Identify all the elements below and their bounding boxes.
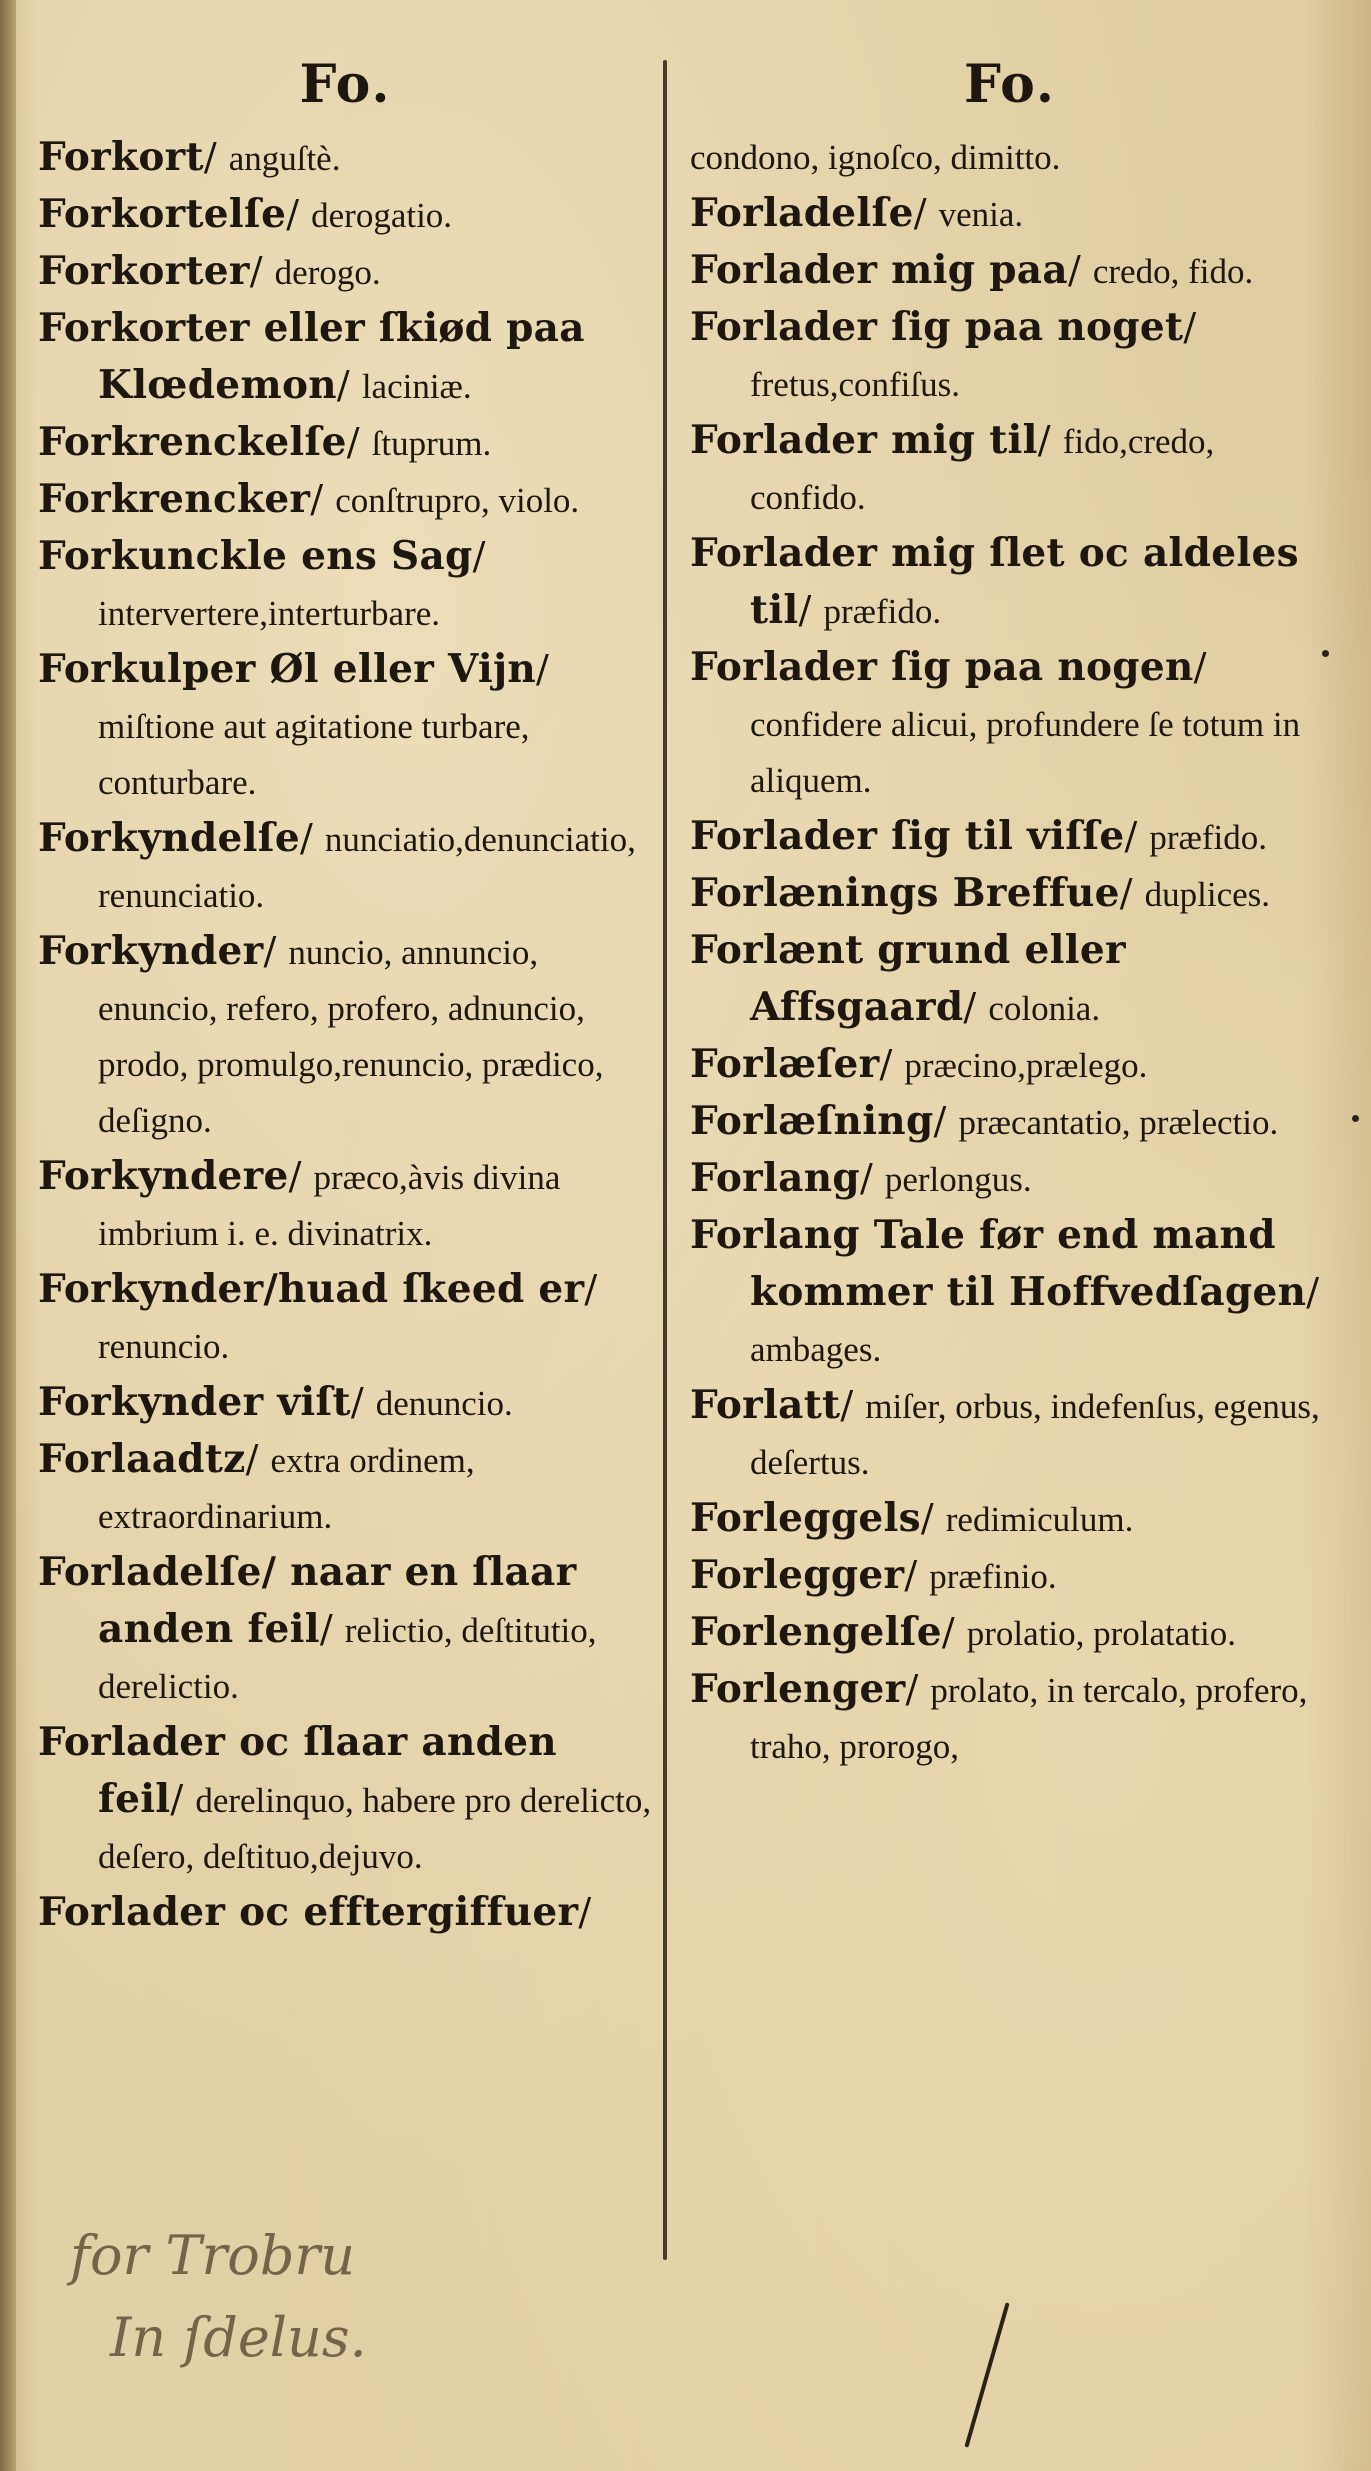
right-running-head: Fo. [964, 54, 1056, 115]
entry-separator: / [879, 1042, 905, 1086]
entry-headword: Forlegger [690, 1552, 905, 1598]
dictionary-entry [38, 415, 653, 472]
entry-gloss: confidere alicui, profundere ſe totum in aliquem. [750, 705, 1301, 800]
entry-separator: / [299, 816, 325, 860]
entry-headword: Forlader ſig paa noget [690, 304, 1184, 350]
dictionary-entry [690, 1208, 1330, 1378]
entry-separator: / [904, 1553, 930, 1597]
dictionary-entry [38, 1432, 653, 1545]
dictionary-entry [38, 1885, 653, 1942]
entry-separator: / [263, 929, 289, 973]
entry-gloss: prolatio, prolatatio. [966, 1614, 1237, 1653]
dictionary-entry [38, 642, 653, 811]
dictionary-entry [38, 187, 653, 244]
entry-separator: / [1306, 1270, 1320, 1314]
entry-separator: / [963, 985, 989, 1029]
entry-headword: Forlænt grund eller Affsgaard [690, 927, 1126, 1030]
entry-headword: Forlader mig paa [690, 247, 1068, 293]
dictionary-entry [38, 472, 653, 529]
entry-headword: Forkunckle ens Sag [38, 533, 473, 579]
entry-gloss: præfido. [823, 592, 942, 631]
dictionary-entry [38, 529, 653, 642]
entry-headword: Forlatt [690, 1382, 841, 1428]
entry-separator: / [336, 363, 362, 407]
entry-gloss: redimiculum. [945, 1500, 1134, 1539]
entry-separator: / [1067, 248, 1093, 292]
dictionary-entry [690, 809, 1330, 866]
entry-separator: / [319, 1607, 345, 1651]
dictionary-entry [690, 526, 1330, 640]
entry-headword: Forlengelſe [690, 1609, 942, 1655]
entry-headword: Forleggels [690, 1495, 921, 1541]
entry-headword: Forlæſer [690, 1041, 880, 1087]
entry-separator: / [933, 1099, 959, 1143]
left-running-head: Fo. [299, 54, 392, 115]
entry-separator: / [310, 477, 336, 521]
entry-separator: / [840, 1383, 866, 1427]
entry-gloss: fretus,confiſus. [750, 365, 960, 404]
dictionary-entry [690, 1662, 1330, 1775]
entry-headword: Forlang [690, 1155, 860, 1201]
handwritten-annotation [70, 2215, 550, 2379]
dictionary-entry [38, 1262, 653, 1375]
entry-separator: / [859, 1156, 885, 1200]
entry-headword: Forlang Tale før end mand kommer til Hoffvedſagen [690, 1212, 1307, 1315]
entry-gloss: extra ordinem, extraordinarium. [98, 1441, 475, 1536]
entry-separator: / [472, 534, 486, 578]
right-column [690, 40, 1330, 2381]
entry-separator: / [245, 1437, 271, 1481]
entry-separator: / [905, 1667, 931, 1711]
entry-gloss: relictio, deſtitutio, derelictio. [98, 1611, 597, 1706]
left-entry-list [38, 130, 653, 1942]
entry-separator: / [1183, 305, 1197, 349]
spine-shadow [0, 0, 16, 2471]
dictionary-entry [38, 301, 653, 415]
dictionary-entry [38, 1545, 653, 1715]
entry-headword: Forlenger [690, 1666, 906, 1712]
entry-headword: Forkyndelſe [38, 815, 300, 861]
dictionary-entry [38, 244, 653, 301]
entry-gloss: derelinquo, habere pro derelicto, deſero, deſtituo,dejuvo. [98, 1781, 652, 1876]
entry-separator: / [346, 420, 372, 464]
entry-headword: Forkortelſe [38, 191, 287, 237]
handwritten-line: In ſdelus. [110, 2306, 367, 2369]
entry-separator: / [203, 135, 229, 179]
dictionary-entry [690, 243, 1330, 300]
entry-gloss: prolato, in tercalo, profero, traho, prorogo, [750, 1671, 1308, 1766]
entry-gloss: renuncio. [98, 1327, 230, 1366]
entry-separator: / [584, 1267, 598, 1311]
entry-headword: Forkort [38, 134, 204, 180]
entry-gloss: derogatio. [311, 196, 453, 235]
entry-separator: / [1124, 814, 1150, 858]
entry-separator: / [536, 647, 549, 691]
entry-separator: / [578, 1890, 592, 1934]
entry-headword: Forkorter eller ſkiød paa Klœdemon [38, 305, 585, 408]
entry-gloss: ambages. [750, 1330, 882, 1369]
entry-gloss: miſer, orbus, indefenſus, egenus, deſertus. [750, 1387, 1320, 1482]
entry-gloss: duplices. [1144, 875, 1271, 914]
dictionary-entry [690, 923, 1330, 1037]
entry-headword: Forlader ſig til viſſe [690, 813, 1125, 859]
entry-gloss: nuncio, annuncio, enuncio, refero, profero, adnuncio, prodo, promulgo,renuncio, prædico, deſigno. [98, 933, 604, 1140]
dictionary-entry [690, 1094, 1330, 1151]
entry-gloss: præcantatio, prælectio. [958, 1103, 1279, 1142]
entry-gloss: venia. [938, 195, 1024, 234]
dictionary-entry [38, 1149, 653, 1262]
entry-headword: Forkrenckelſe [38, 419, 347, 465]
entry-headword: Forlader mig ſlet oc aldeles til [690, 530, 1299, 633]
entry-gloss: colonia. [988, 989, 1101, 1028]
dictionary-entry [38, 1375, 653, 1432]
entry-headword: Forkulper Øl eller Vijn [38, 646, 537, 692]
dictionary-entry [690, 866, 1330, 923]
entry-separator: / [350, 1380, 376, 1424]
entry-headword: Forlader ſig paa nogen [690, 644, 1194, 690]
entry-gloss: ſtuprum. [371, 424, 492, 463]
dictionary-entry [690, 1037, 1330, 1094]
entry-gloss: credo, fido. [1092, 252, 1254, 291]
left-column [38, 40, 653, 2381]
ink-speck [1352, 1115, 1359, 1122]
dictionary-entry [690, 1548, 1330, 1605]
entry-separator: / [920, 1496, 946, 1540]
entry-headword: Forkynder/huad ſkeed er [38, 1266, 585, 1312]
entry-gloss: anguſtè. [228, 139, 341, 178]
entry-gloss: derogo. [274, 253, 381, 292]
ink-speck [1322, 650, 1329, 657]
entry-headword: Forlæſning [690, 1098, 934, 1144]
entry-gloss: fido,credo, confido. [750, 422, 1215, 517]
entry-gloss: denuncio. [375, 1384, 513, 1423]
entry-gloss: conſtrupro, violo. [335, 481, 580, 520]
entry-separator: / [1037, 418, 1063, 462]
dictionary-entry [690, 1605, 1330, 1662]
handwritten-line: for Trobru [70, 2224, 355, 2287]
entry-gloss: laciniæ. [361, 367, 472, 406]
dictionary-entry [690, 1491, 1330, 1548]
dictionary-entry [38, 811, 653, 924]
entry-headword: Forlænings Breffue [690, 870, 1120, 916]
dictionary-entry [690, 413, 1330, 526]
entry-gloss: præcino,prælego. [904, 1046, 1148, 1085]
dictionary-entry [690, 300, 1330, 413]
dictionary-entry [38, 130, 653, 187]
entry-headword: Forlader mig til [690, 417, 1038, 463]
entry-separator: / [1119, 871, 1145, 915]
dictionary-entry [690, 1378, 1330, 1491]
continuation-text: condono, ignoſco, dimitto. [690, 138, 1061, 177]
entry-separator: / [798, 588, 824, 632]
entry-headword: Forlaadtz [38, 1436, 246, 1482]
entry-separator: / [249, 249, 275, 293]
entry-headword: Forladelſe [690, 190, 914, 236]
entry-separator: / [286, 192, 312, 236]
entry-separator: / [288, 1154, 314, 1198]
entry-gloss: perlongus. [884, 1160, 1032, 1199]
column-divider-rule [663, 60, 667, 2260]
dictionary-entry [38, 1715, 653, 1885]
entry-headword: Forkynder viſt [38, 1379, 351, 1425]
entry-gloss: intervertere,interturbare. [98, 594, 441, 633]
entry-separator: / [1193, 645, 1207, 689]
dictionary-entry [690, 1151, 1330, 1208]
entry-gloss: miſtione aut agitatione turbare, conturbare. [98, 707, 530, 802]
dictionary-entry [38, 924, 653, 1149]
entry-headword: Forkynder [38, 928, 264, 974]
entry-gloss: præfinio. [929, 1557, 1057, 1596]
entry-separator: / [170, 1777, 196, 1821]
entry-separator: / [941, 1610, 967, 1654]
entry-headword: Forkrencker [38, 476, 311, 522]
entry-headword: Forlader oc ſlaar anden feil [38, 1719, 557, 1822]
entry-gloss: præco,àvis divina imbrium i. e. divinatrix. [98, 1158, 561, 1253]
right-entry-list [690, 186, 1330, 1775]
entry-separator: / [913, 191, 939, 235]
entry-headword: Forladelſe/ naar en ſlaar anden feil [38, 1549, 577, 1652]
entry-gloss: præfido. [1149, 818, 1268, 857]
dictionary-entry [690, 640, 1330, 809]
entry-headword: Forlader oc efftergiffuer [38, 1889, 579, 1935]
entry-gloss: nunciatio,denunciatio, renunciatio. [98, 820, 636, 915]
entry-headword: Forkorter [38, 248, 250, 294]
dictionary-entry [690, 186, 1330, 243]
entry-headword: Forkyndere [38, 1153, 289, 1199]
